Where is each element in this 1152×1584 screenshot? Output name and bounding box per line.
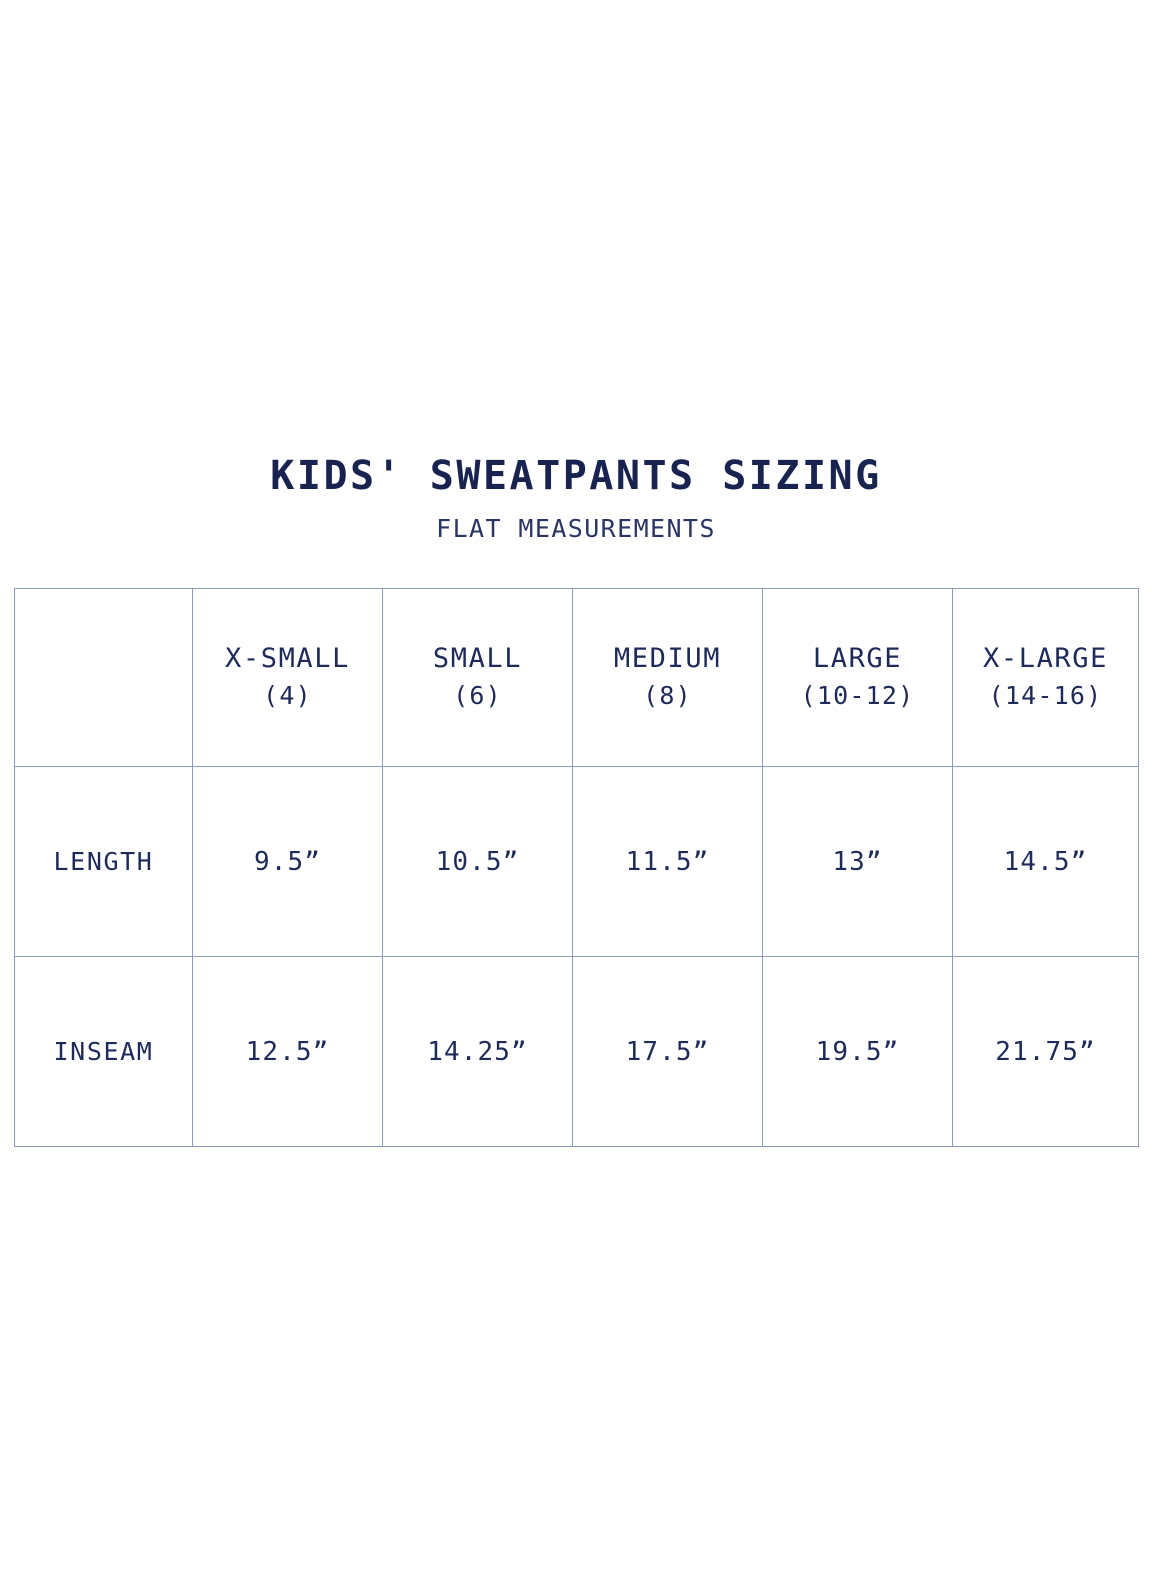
- column-header-large-age: (10-12): [800, 680, 915, 710]
- size-table-container: [14, 588, 1108, 1147]
- size-table: [14, 588, 1139, 1147]
- cell-length-small: 10.5”: [383, 767, 573, 957]
- column-header-medium-age: (8): [643, 680, 692, 710]
- cell-length-xlarge: 14.5”: [953, 767, 1139, 957]
- cell-inseam-xlarge: 21.75”: [953, 957, 1139, 1147]
- table-row: [15, 767, 1139, 957]
- column-header-large: [763, 589, 953, 767]
- cell-inseam-xsmall: 12.5”: [193, 957, 383, 1147]
- row-label-inseam: INSEAM: [15, 957, 193, 1147]
- column-header-medium: [573, 589, 763, 767]
- column-header-small: [383, 589, 573, 767]
- column-header-large-name: LARGE: [812, 642, 903, 674]
- column-header-xsmall-name: X-SMALL: [225, 642, 350, 674]
- column-header-medium-name: MEDIUM: [613, 642, 722, 674]
- page-subtitle: FLAT MEASUREMENTS: [436, 514, 716, 543]
- table-corner-cell: [15, 589, 193, 767]
- page-title: KIDS' SWEATPANTS SIZING: [270, 453, 882, 499]
- column-header-xlarge-age: (14-16): [988, 680, 1103, 710]
- cell-inseam-large: 19.5”: [763, 957, 953, 1147]
- column-header-small-name: SMALL: [432, 642, 523, 674]
- column-header-xsmall: [193, 589, 383, 767]
- cell-inseam-small: 14.25”: [383, 957, 573, 1147]
- column-header-xsmall-age: (4): [263, 680, 312, 710]
- table-header-row: [15, 589, 1139, 767]
- column-header-xlarge: [953, 589, 1139, 767]
- row-label-length: LENGTH: [15, 767, 193, 957]
- cell-inseam-medium: 17.5”: [573, 957, 763, 1147]
- column-header-small-age: (6): [453, 680, 502, 710]
- table-body: [15, 767, 1139, 1147]
- cell-length-large: 13”: [763, 767, 953, 957]
- table-row: [15, 957, 1139, 1147]
- column-header-xlarge-name: X-LARGE: [983, 642, 1108, 674]
- title-block: [0, 452, 1152, 544]
- cell-length-medium: 11.5”: [573, 767, 763, 957]
- cell-length-xsmall: 9.5”: [193, 767, 383, 957]
- table-header: [15, 589, 1139, 767]
